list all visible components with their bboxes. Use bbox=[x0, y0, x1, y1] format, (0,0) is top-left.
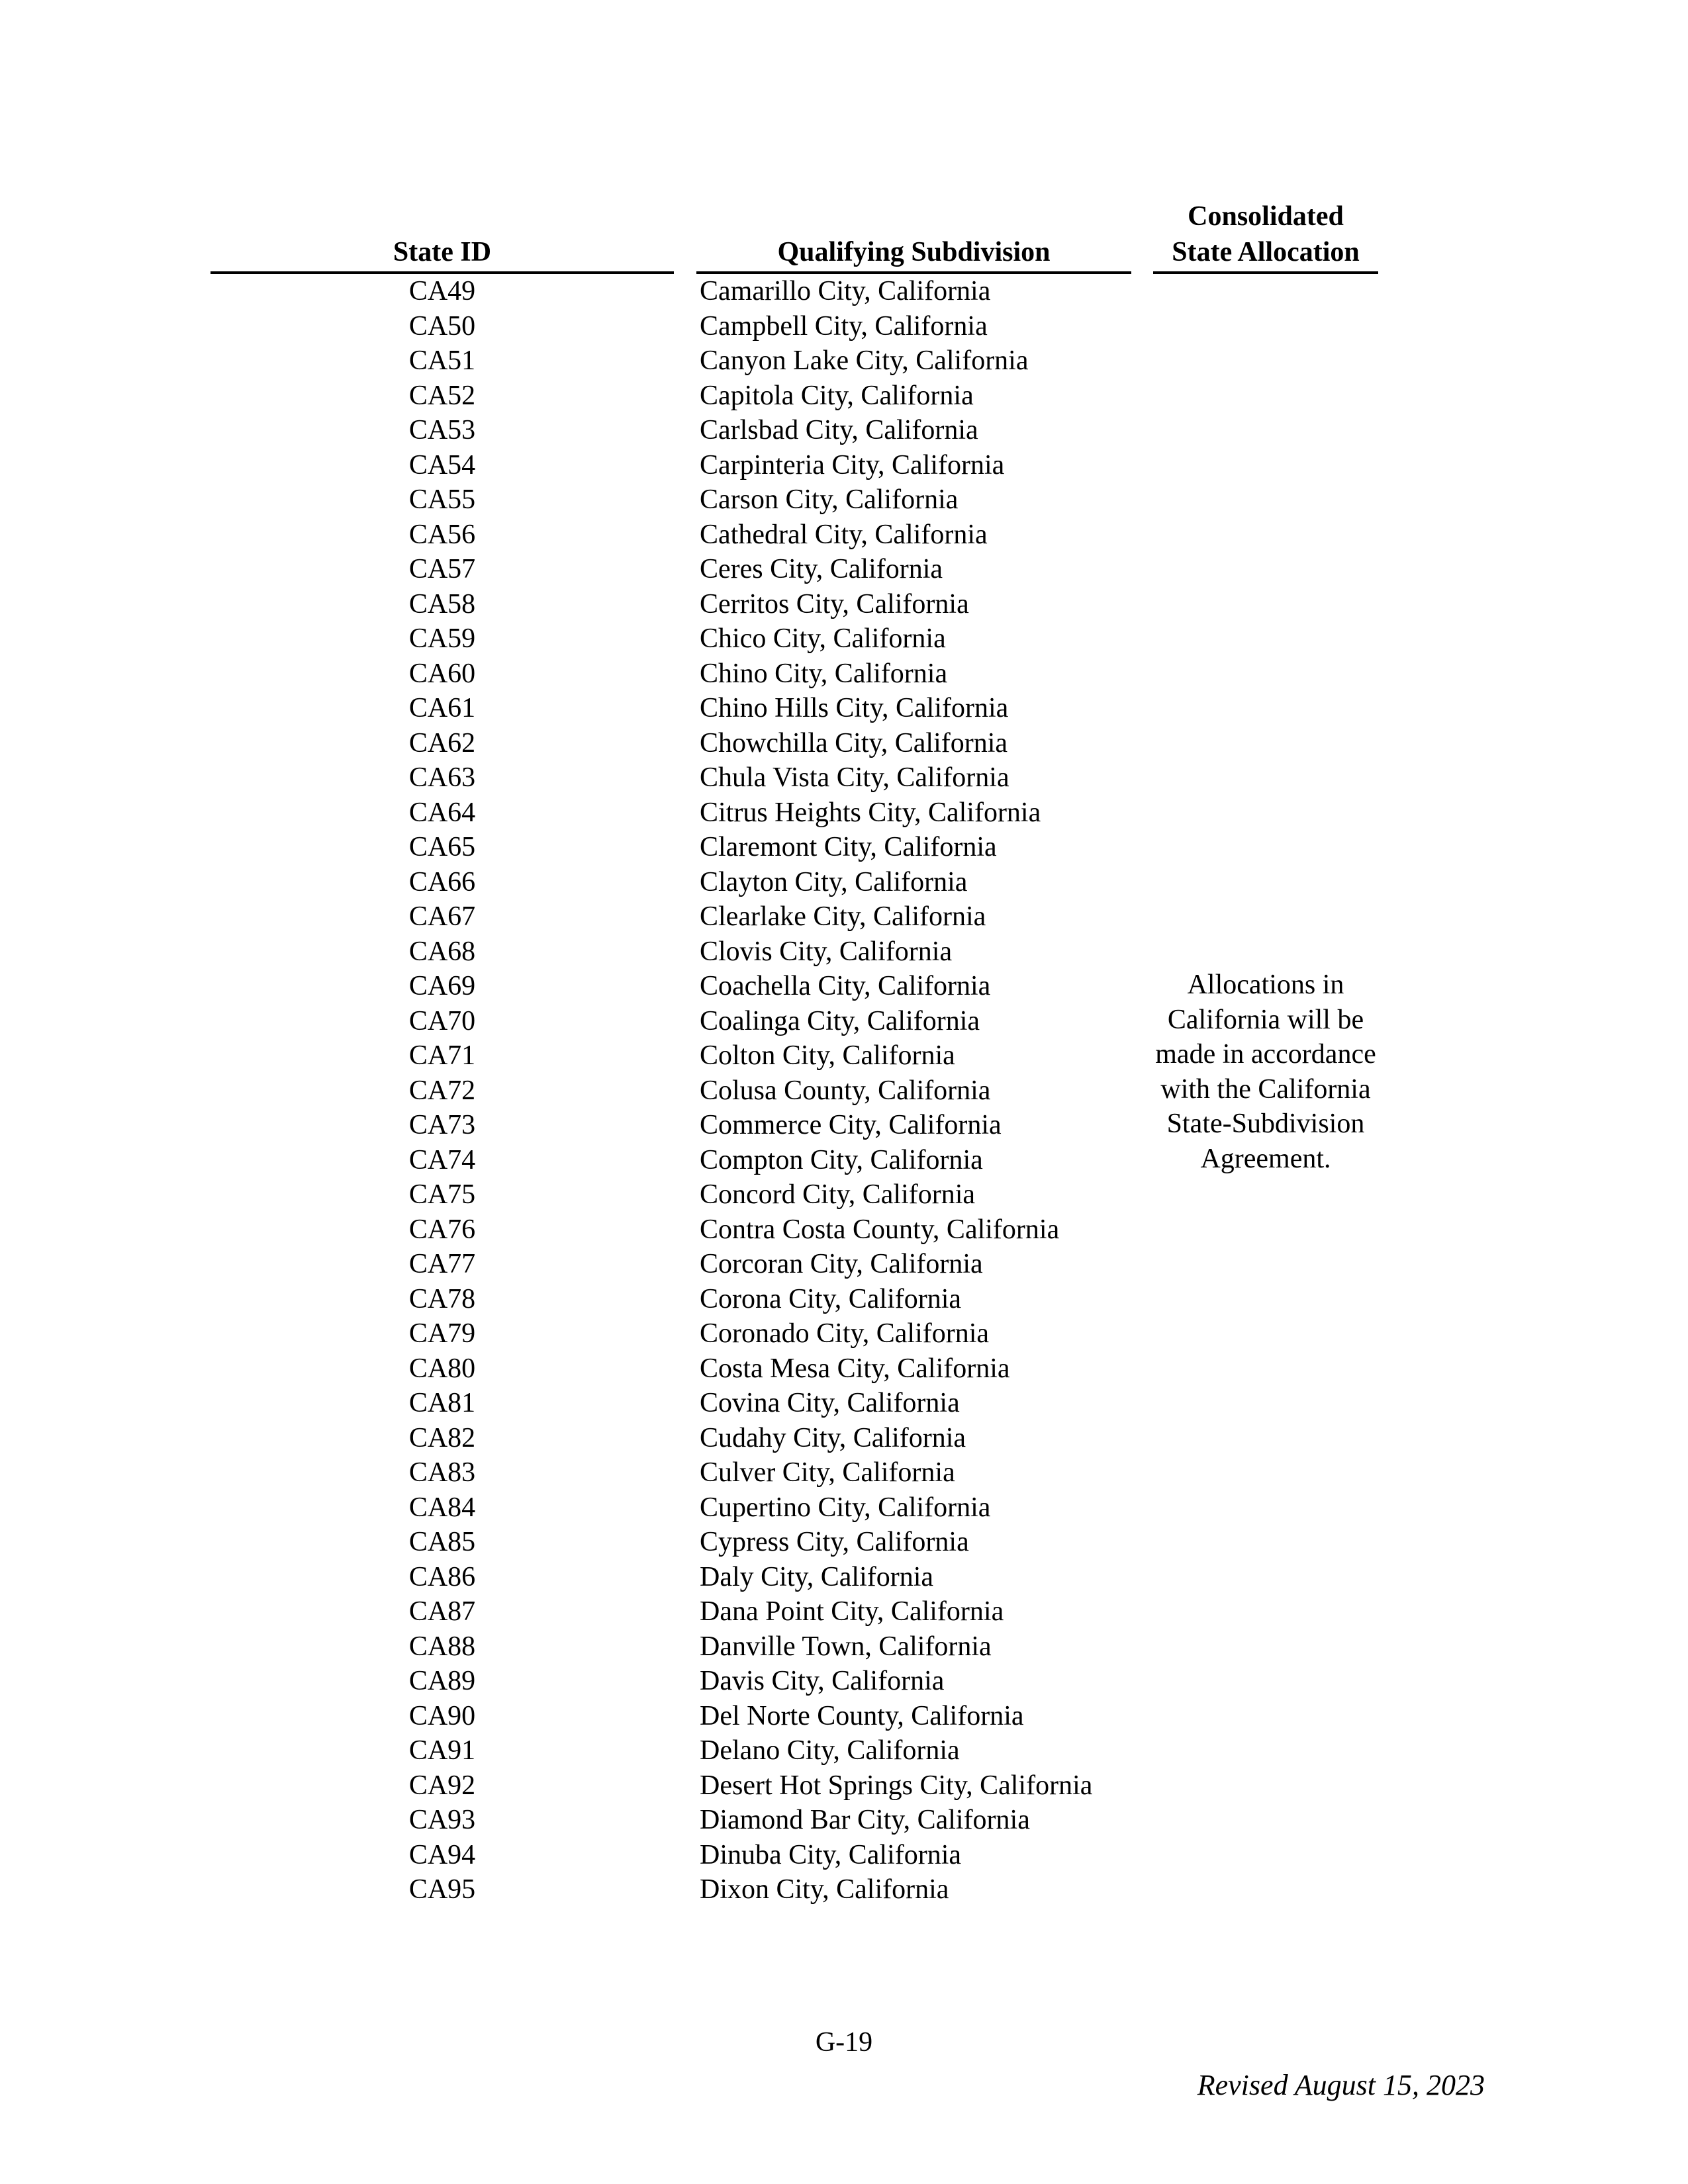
table-row bbox=[0, 448, 1688, 483]
state-id-cell: CA91 bbox=[408, 1735, 476, 1766]
table-row bbox=[0, 1560, 1688, 1595]
subdivision-name-cell: Canyon Lake City, California bbox=[700, 345, 1029, 376]
subdivision-name-cell: Coachella City, California bbox=[700, 971, 991, 1001]
state-id-cell: CA80 bbox=[408, 1353, 476, 1384]
state-id-cell: CA93 bbox=[408, 1805, 476, 1835]
state-id-cell: CA64 bbox=[408, 797, 476, 828]
table-row bbox=[0, 934, 1688, 970]
table-row bbox=[0, 309, 1688, 344]
table-row bbox=[0, 1629, 1688, 1664]
state-id-cell: CA95 bbox=[408, 1874, 476, 1905]
subdivision-name-cell: Carpinteria City, California bbox=[700, 449, 1005, 480]
table-row bbox=[0, 413, 1688, 448]
subdivision-name-cell: Carson City, California bbox=[700, 484, 959, 515]
subdivision-name-cell: Camarillo City, California bbox=[700, 276, 991, 306]
state-id-cell: CA87 bbox=[408, 1596, 476, 1627]
table-row bbox=[0, 482, 1688, 518]
table-row bbox=[0, 343, 1688, 379]
table-row bbox=[0, 1664, 1688, 1699]
table-row bbox=[0, 1247, 1688, 1282]
state-id-cell: CA69 bbox=[408, 971, 476, 1001]
subdivision-name-cell: Danville Town, California bbox=[700, 1631, 992, 1662]
table-row bbox=[0, 899, 1688, 934]
subdivision-name-cell: Clayton City, California bbox=[700, 866, 968, 897]
table-row bbox=[0, 1699, 1688, 1734]
state-id-cell: CA53 bbox=[408, 415, 476, 445]
table-row bbox=[0, 1038, 1688, 1073]
table-row bbox=[0, 796, 1688, 831]
state-id-cell: CA60 bbox=[408, 658, 476, 689]
table-row bbox=[0, 1872, 1688, 1907]
subdivision-name-cell: Dinuba City, California bbox=[700, 1839, 962, 1870]
subdivision-name-cell: Capitola City, California bbox=[700, 380, 974, 411]
table-row bbox=[0, 1490, 1688, 1525]
subdivision-name-cell: Cudahy City, California bbox=[700, 1422, 966, 1453]
state-id-cell: CA79 bbox=[408, 1318, 476, 1349]
subdivision-name-cell: Carlsbad City, California bbox=[700, 415, 978, 445]
state-id-cell: CA81 bbox=[408, 1388, 476, 1418]
state-id-cell: CA73 bbox=[408, 1110, 476, 1140]
state-id-cell: CA92 bbox=[408, 1770, 476, 1801]
state-id-cell: CA75 bbox=[408, 1179, 476, 1210]
state-id-cell: CA59 bbox=[408, 623, 476, 654]
table-row bbox=[0, 1525, 1688, 1560]
table-row bbox=[0, 865, 1688, 900]
table-row bbox=[0, 1386, 1688, 1421]
subdivision-name-cell: Diamond Bar City, California bbox=[700, 1805, 1030, 1835]
state-id-cell: CA85 bbox=[408, 1527, 476, 1557]
state-id-cell: CA57 bbox=[408, 554, 476, 584]
subdivision-name-cell: Concord City, California bbox=[700, 1179, 976, 1210]
subdivision-name-cell: Colton City, California bbox=[700, 1040, 955, 1071]
subdivision-name-cell: Campbell City, California bbox=[700, 310, 988, 341]
state-id-cell: CA88 bbox=[408, 1631, 476, 1662]
subdivision-name-cell: Claremont City, California bbox=[700, 832, 997, 862]
table-row bbox=[0, 518, 1688, 553]
state-id-cell: CA66 bbox=[408, 866, 476, 897]
state-id-cell: CA51 bbox=[408, 345, 476, 376]
state-id-cell: CA82 bbox=[408, 1422, 476, 1453]
subdivision-name-cell: Clovis City, California bbox=[700, 936, 953, 967]
subdivision-name-cell: Chowchilla City, California bbox=[700, 727, 1008, 758]
state-id-cell: CA68 bbox=[408, 936, 476, 967]
state-id-cell: CA78 bbox=[408, 1283, 476, 1314]
state-id-cell: CA49 bbox=[408, 276, 476, 306]
table-row bbox=[0, 726, 1688, 761]
header-qualifying-subdivision: Qualifying Subdivision bbox=[696, 234, 1131, 274]
state-id-cell: CA89 bbox=[408, 1666, 476, 1696]
table-row bbox=[0, 1351, 1688, 1387]
subdivision-name-cell: Colusa County, California bbox=[700, 1075, 991, 1106]
state-id-cell: CA65 bbox=[408, 832, 476, 862]
state-id-cell: CA90 bbox=[408, 1700, 476, 1731]
table-row bbox=[0, 1421, 1688, 1456]
state-id-cell: CA55 bbox=[408, 484, 476, 515]
subdivision-name-cell: Cypress City, California bbox=[700, 1527, 969, 1557]
subdivision-name-cell: Commerce City, California bbox=[700, 1110, 1002, 1140]
table-row bbox=[0, 621, 1688, 657]
subdivision-name-cell: Corcoran City, California bbox=[700, 1249, 983, 1279]
subdivision-name-cell: Compton City, California bbox=[700, 1144, 983, 1175]
state-id-cell: CA56 bbox=[408, 519, 476, 550]
subdivision-name-cell: Del Norte County, California bbox=[700, 1700, 1024, 1731]
table-row bbox=[0, 1733, 1688, 1768]
table-row bbox=[0, 1838, 1688, 1873]
table-row bbox=[0, 1455, 1688, 1490]
subdivision-name-cell: Covina City, California bbox=[700, 1388, 960, 1418]
subdivision-name-cell: Cathedral City, California bbox=[700, 519, 988, 550]
table-row bbox=[0, 1316, 1688, 1351]
subdivision-name-cell: Culver City, California bbox=[700, 1457, 955, 1488]
state-id-cell: CA74 bbox=[408, 1144, 476, 1175]
table-row bbox=[0, 1803, 1688, 1838]
subdivision-name-cell: Corona City, California bbox=[700, 1283, 962, 1314]
subdivision-name-cell: Cupertino City, California bbox=[700, 1492, 991, 1523]
subdivision-name-cell: Coalinga City, California bbox=[700, 1005, 980, 1036]
subdivision-name-cell: Ceres City, California bbox=[700, 554, 943, 584]
page-number: G-19 bbox=[815, 2027, 873, 2058]
subdivision-name-cell: Daly City, California bbox=[700, 1561, 934, 1592]
table-row bbox=[0, 552, 1688, 587]
table-row bbox=[0, 587, 1688, 622]
table-row bbox=[0, 1073, 1688, 1109]
subdivision-name-cell: Chino City, California bbox=[700, 658, 948, 689]
table-row bbox=[0, 830, 1688, 865]
subdivision-name-cell: Desert Hot Springs City, California bbox=[700, 1770, 1093, 1801]
subdivision-name-cell: Chico City, California bbox=[700, 623, 946, 654]
table-row bbox=[0, 379, 1688, 414]
state-id-cell: CA58 bbox=[408, 588, 476, 619]
table-row bbox=[0, 969, 1688, 1004]
subdivision-table-body bbox=[0, 274, 1688, 1907]
subdivision-name-cell: Citrus Heights City, California bbox=[700, 797, 1041, 828]
table-row bbox=[0, 274, 1688, 309]
state-id-cell: CA83 bbox=[408, 1457, 476, 1488]
subdivision-name-cell: Coronado City, California bbox=[700, 1318, 990, 1349]
subdivision-name-cell: Cerritos City, California bbox=[700, 588, 969, 619]
state-id-cell: CA52 bbox=[408, 380, 476, 411]
subdivision-name-cell: Contra Costa County, California bbox=[700, 1214, 1060, 1245]
state-id-cell: CA71 bbox=[408, 1040, 476, 1071]
table-row bbox=[0, 657, 1688, 692]
state-id-cell: CA86 bbox=[408, 1561, 476, 1592]
header-consolidated-state-allocation: Consolidated State Allocation bbox=[1153, 199, 1378, 274]
subdivision-name-cell: Dana Point City, California bbox=[700, 1596, 1004, 1627]
state-id-cell: CA84 bbox=[408, 1492, 476, 1523]
state-id-cell: CA70 bbox=[408, 1005, 476, 1036]
state-id-cell: CA61 bbox=[408, 693, 476, 723]
state-id-cell: CA50 bbox=[408, 310, 476, 341]
state-id-cell: CA77 bbox=[408, 1249, 476, 1279]
revised-date: Revised August 15, 2023 bbox=[1197, 2069, 1485, 2101]
subdivision-name-cell: Delano City, California bbox=[700, 1735, 960, 1766]
subdivision-name-cell: Costa Mesa City, California bbox=[700, 1353, 1010, 1384]
state-id-cell: CA63 bbox=[408, 762, 476, 793]
header-state-id: State ID bbox=[211, 234, 674, 274]
table-row bbox=[0, 1282, 1688, 1317]
state-id-cell: CA62 bbox=[408, 727, 476, 758]
state-id-cell: CA67 bbox=[408, 901, 476, 932]
table-row bbox=[0, 1594, 1688, 1629]
subdivision-name-cell: Clearlake City, California bbox=[700, 901, 986, 932]
subdivision-name-cell: Chino Hills City, California bbox=[700, 693, 1009, 723]
state-id-cell: CA94 bbox=[408, 1839, 476, 1870]
state-id-cell: CA72 bbox=[408, 1075, 476, 1106]
subdivision-name-cell: Dixon City, California bbox=[700, 1874, 949, 1905]
table-row bbox=[0, 691, 1688, 726]
table-row bbox=[0, 1108, 1688, 1143]
subdivision-name-cell: Chula Vista City, California bbox=[700, 762, 1009, 793]
table-row bbox=[0, 1177, 1688, 1212]
table-row bbox=[0, 1212, 1688, 1248]
table-row bbox=[0, 1004, 1688, 1039]
table-row bbox=[0, 1143, 1688, 1178]
table-row bbox=[0, 760, 1688, 796]
table-row bbox=[0, 1768, 1688, 1803]
state-id-cell: CA76 bbox=[408, 1214, 476, 1245]
state-id-cell: CA54 bbox=[408, 449, 476, 480]
subdivision-name-cell: Davis City, California bbox=[700, 1666, 945, 1696]
allocation-note: Allocations in California will be made in accordance with the California State-Subdivision Agreement. bbox=[1155, 970, 1376, 1174]
